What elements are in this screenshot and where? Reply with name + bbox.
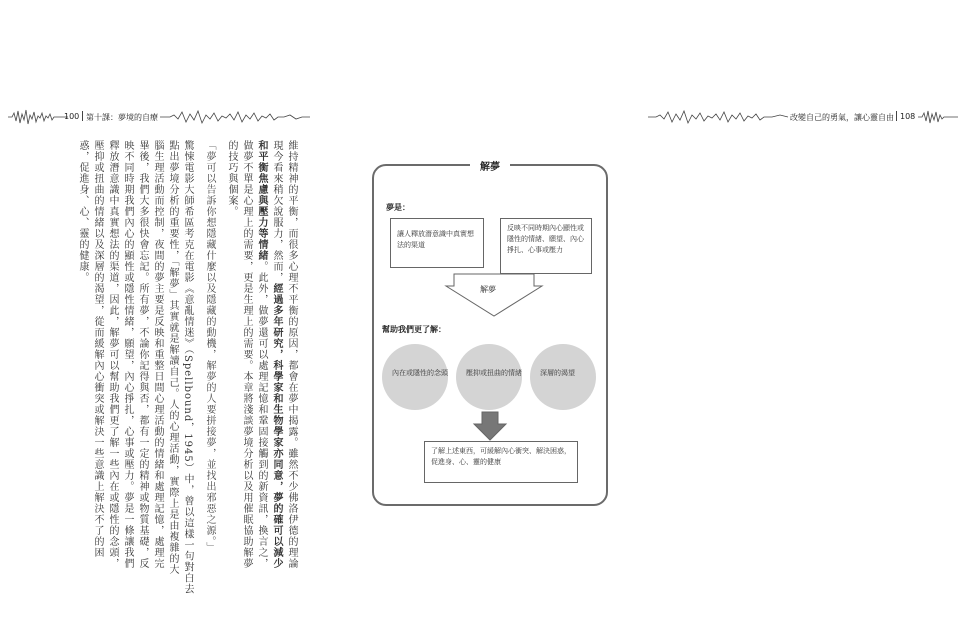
left-page-header xyxy=(0,108,320,128)
header-separator xyxy=(896,111,897,121)
dream-analysis-diagram xyxy=(372,164,608,506)
emphasis-text: 和平衡焦慮與壓力等情緒 xyxy=(256,140,267,261)
text-column: 惑，促進身、心、靈的健康。 xyxy=(77,140,88,283)
dream-definition-box: 反映不同時期內心顯性或隱性的情緒、願望、內心掙扎、心事或壓力 xyxy=(500,218,592,274)
dream-definition-box: 讓人釋放潛意識中真實想法的渠道 xyxy=(390,218,484,268)
help-understand-label: 幫助我們更了解： xyxy=(382,325,446,334)
text-column xyxy=(254,140,268,569)
text-column: 映不同時期我們內心的顯性或隱性情緒，願望，內心掙扎，心事或壓力。夢是一條讓我們 xyxy=(122,140,133,569)
text-column: 驚悚電影大師希區考克在電影《意亂情迷》（Spellbound，1945）中，曾以這樣一句對白去 xyxy=(182,140,193,595)
left-page xyxy=(0,0,320,640)
left-page-number: 100 xyxy=(64,112,80,121)
result-box: 了解上述東西，可緩解內心衝突、解決困惑，促進身、心、靈的健康 xyxy=(424,441,578,483)
waveform-decoration-icon xyxy=(160,108,310,126)
right-chapter-title: 改變自己的勇氣，讓心靈自由 xyxy=(790,113,894,122)
right-page-header xyxy=(640,108,960,128)
text-column: 的技巧與個案。 xyxy=(226,140,237,217)
text-column xyxy=(269,140,283,569)
text-column: 做夢不單是心理上的需要，更是生理上的需要。本章將淺談夢境分析以及用催眠協助解夢 xyxy=(241,140,252,569)
right-page-number: 108 xyxy=(900,112,916,121)
diagram-title: 解夢 xyxy=(470,158,510,172)
text-segment: 現今看來稍欠說服力，然而， xyxy=(271,140,282,283)
text-column: 維持精神的平衡，而很多心理不平衡的原因，都會在夢中揭露。雖然不少佛洛伊德的理論 xyxy=(286,140,297,569)
text-column: 點出夢境分析的重要性，「解夢」其實就是解讀自己。人的心理活動，實際上是由複雜的大 xyxy=(167,140,178,575)
left-page-body-text xyxy=(60,140,298,595)
header-separator xyxy=(82,111,83,121)
insight-circle: 壓抑或扭曲的情緒 xyxy=(456,344,522,410)
funnel-arrow-icon xyxy=(444,272,544,318)
quote-column: 「夢可以告訴你想隱藏什麼以及隱藏的動機，解夢的人要拼接夢，並找出邪惡之源。」 xyxy=(204,140,215,553)
text-column: 釋放潛意識中真實想法的渠道，因此，解夢可以幫助我們更了解一些內在或隱性的念頭， xyxy=(107,140,118,569)
waveform-decoration-icon xyxy=(8,108,68,126)
waveform-decoration-icon xyxy=(648,108,788,126)
text-column: 畢後，我們大多很快會忘記。所有夢，不論你記得與否，都有一定的精神或物質基礎，反 xyxy=(137,140,148,569)
text-segment: 。此外，做夢還可以處理記憶和鞏固接觸到的新資訊，換言之， xyxy=(256,261,267,569)
insight-circle: 內在或隱性的念頭 xyxy=(382,344,448,410)
down-arrow-icon xyxy=(472,412,508,442)
arrow-label: 解夢 xyxy=(480,285,496,294)
insight-circle: 深層的渴望 xyxy=(530,344,596,410)
text-column: 腦生理活動而控制，夜間的夢主要是反映和重整日間心理活動的情緒和處理記憶，處理完 xyxy=(152,140,163,569)
waveform-decoration-icon xyxy=(918,108,958,126)
text-column: 壓抑或扭曲的情緒以及深層的渴望，從而緩解內心衝突或解決一些意識上解決不了的困 xyxy=(92,140,103,558)
left-chapter-title: 第十課：夢境的自療 xyxy=(86,113,158,122)
emphasis-text: 經過多年研究，科學家和生物學家亦同意，夢的確可以減少 xyxy=(271,283,282,569)
dream-is-label: 夢是： xyxy=(386,203,410,212)
